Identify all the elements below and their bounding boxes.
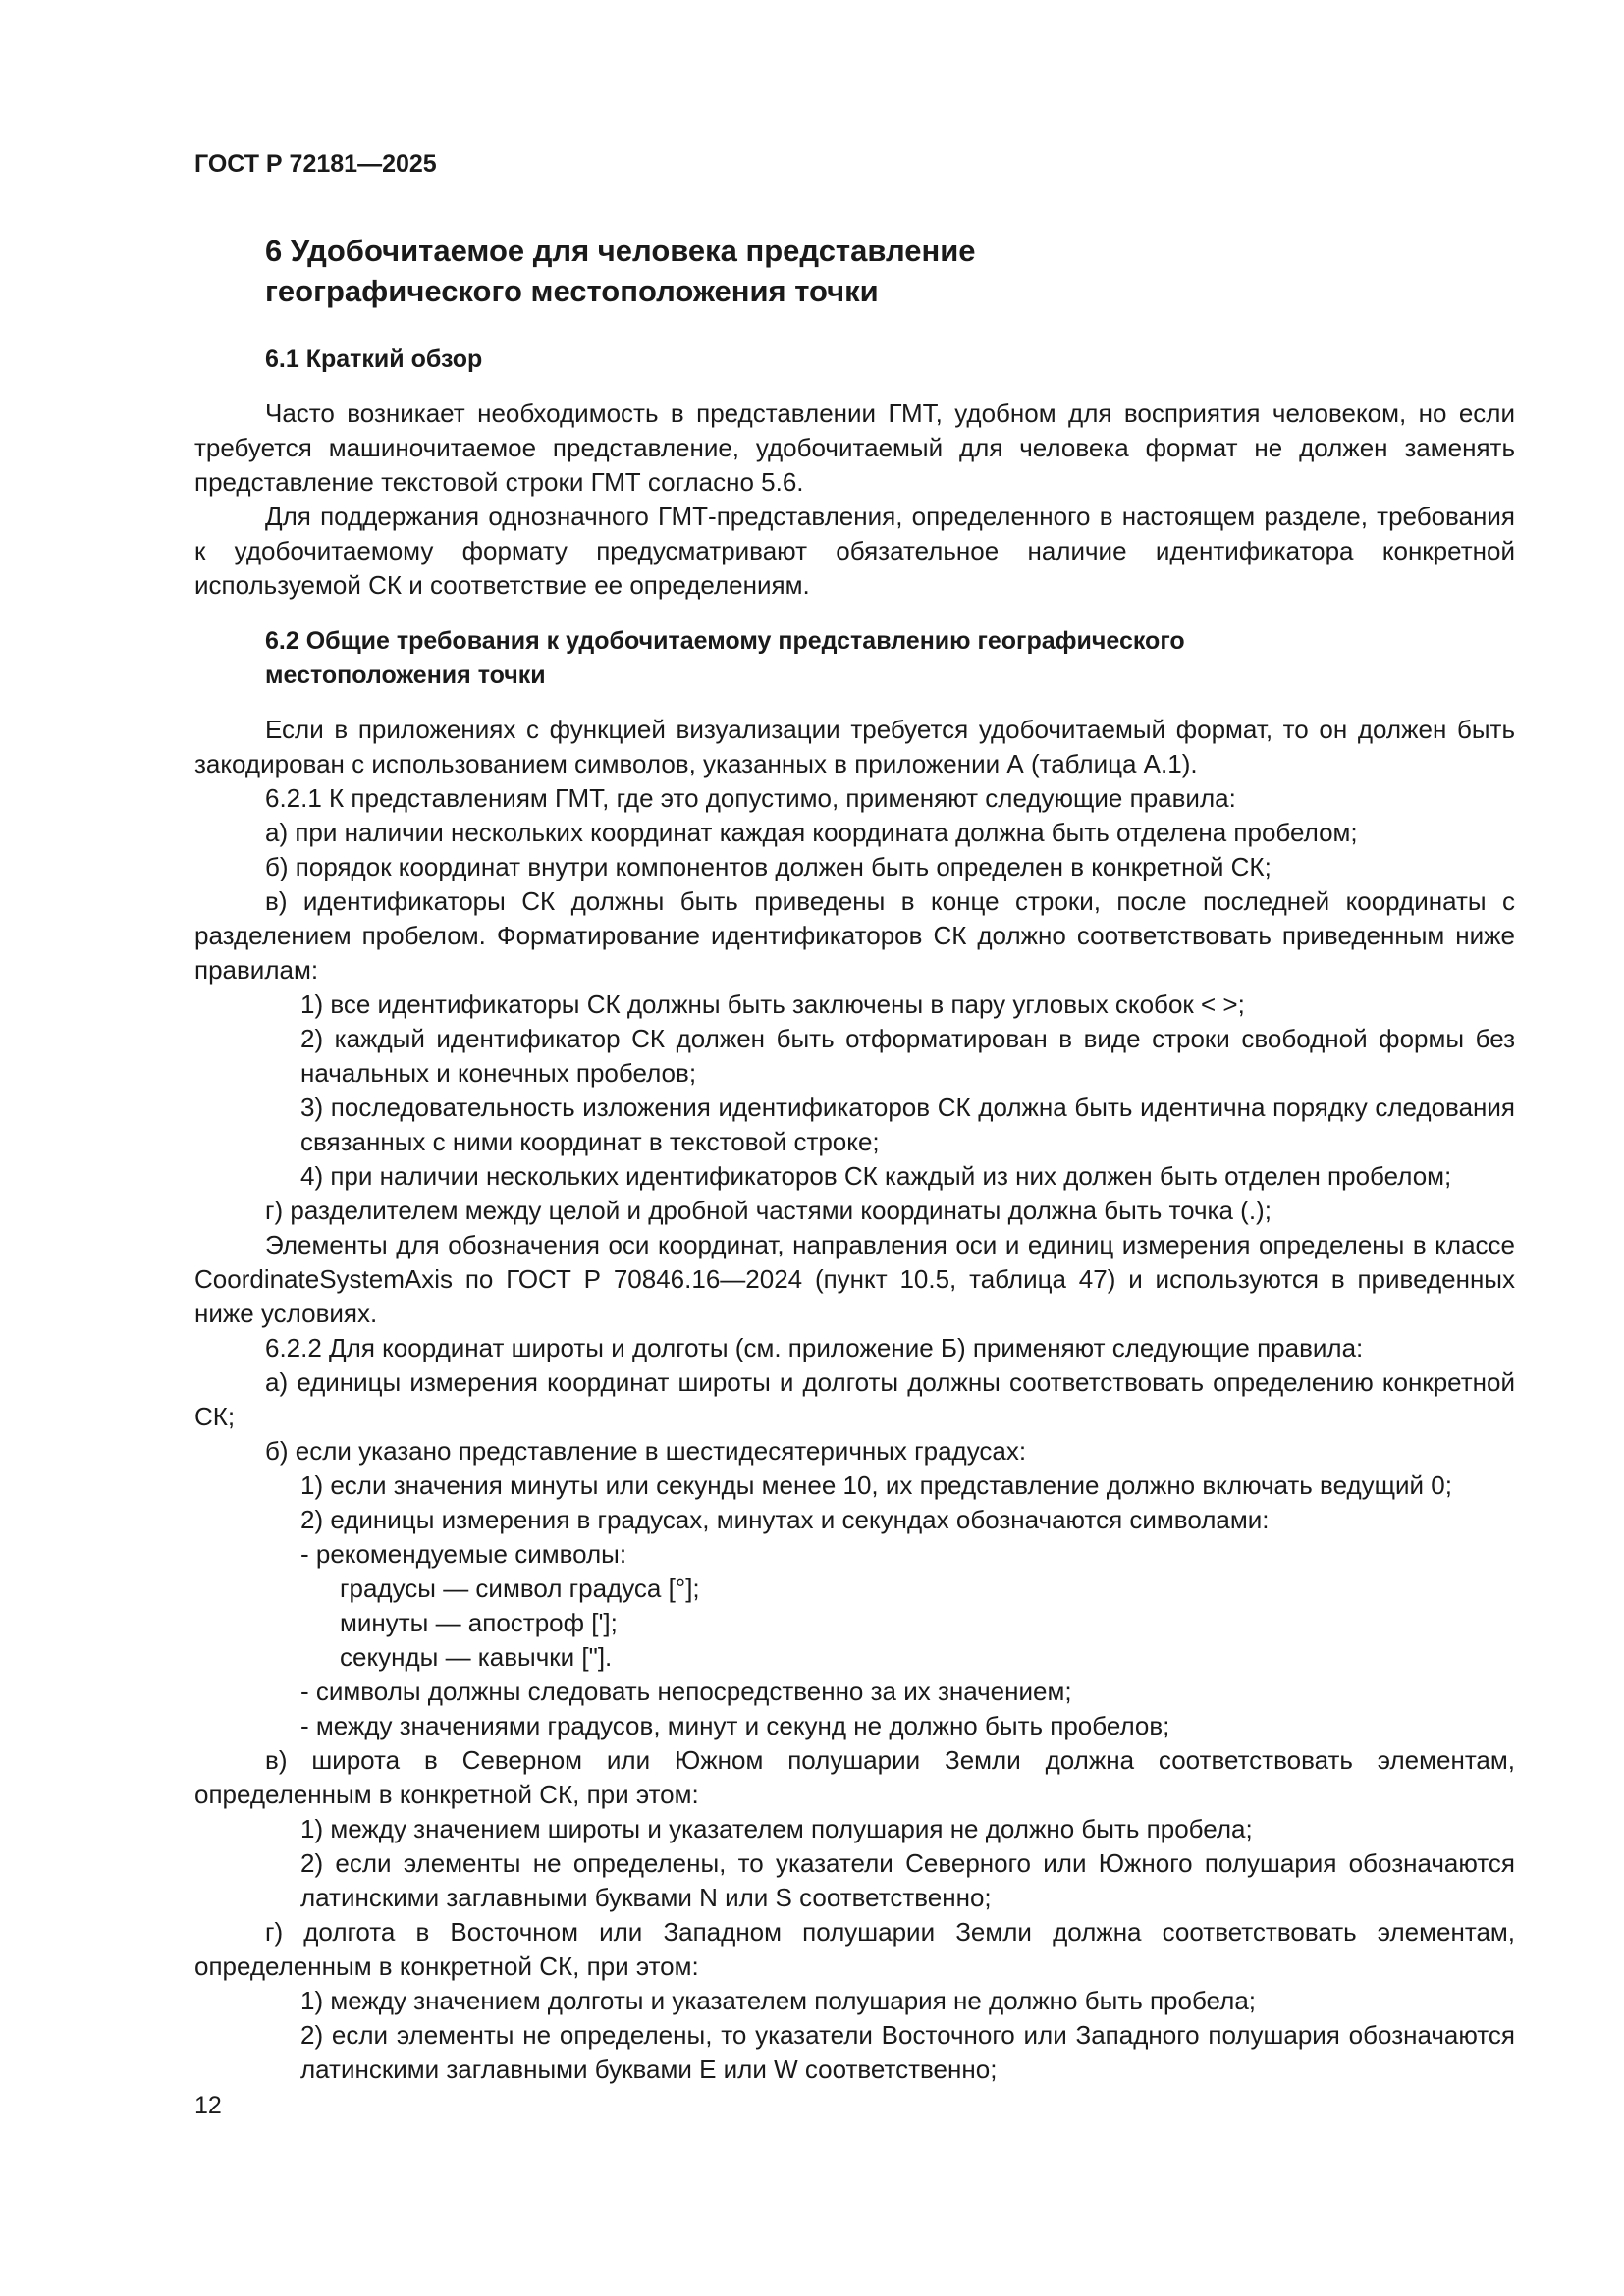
clause-6-2-2: 6.2.2 Для координат широты и долготы (см. приложение Б) применяют следующие правила: [265,1333,1364,1362]
section-6-2-title-line1: 6.2 Общие требования к удобочитаемому представлению географического [265,627,1185,655]
longitude-rule-g-item-2: 2) если элементы не определены, то указатели Восточного или Западного полушария обозначаются латинскими заглавными буквами Е или W соответственно; [300,2020,1515,2084]
section-6-title-line1: 6 Удобочитаемое для человека представление [265,234,976,268]
minutes-symbol: минуты — апостроф [']; [340,1608,618,1637]
section-6-2-title-line2: местоположения точки [265,662,546,689]
rule-v-item-3: 3) последовательность изложения идентификаторов СК должна быть идентична порядку следования связанных с ними координат в текстовой строке; [300,1093,1515,1156]
degrees-symbol: градусы — символ градуса [°]; [340,1574,700,1603]
latlon-rule-b-item-1: 1) если значения минуты или секунды менее 10, их представление должно включать ведущий 0; [300,1470,1452,1500]
seconds-symbol: секунды — кавычки ["]. [340,1642,613,1672]
rule-v-item-4: 4) при наличии нескольких идентификаторов СК каждый из них должен быть отделен пробелом; [300,1161,1452,1191]
rule-v-item-2: 2) каждый идентификатор СК должен быть отформатирован в виде строки свободной формы без начальных и конечных пробелов; [300,1024,1515,1088]
section-6-1-title: 6.1 Краткий обзор [265,346,483,373]
section-6-1-paragraph-1: Часто возникает необходимость в представлении ГМТ, удобном для восприятия человеком, но если требуется машиночитаемое представление, удобочитаемый для человека формат не должен заменять представление текстовой строки ГМТ согласно 5.6. [194,399,1515,497]
rule-v: в) идентификаторы СК должны быть приведены в конце строки, после последней координаты с разделением пробелом. Форматирование идентификаторов СК должно соответствовать приведенным ниже правилам: [194,886,1515,985]
page-number: 12 [194,2092,222,2119]
longitude-rule-g-item-1: 1) между значением долготы и указателем полушария не должно быть пробела; [300,1986,1257,2015]
longitude-rule-g: г) долгота в Восточном или Западном полушарии Земли должна соответствовать элементам, определенным в конкретной СК, при этом: [194,1917,1515,1981]
latlon-rule-b: б) если указано представление в шестидесятеричных градусах: [265,1436,1027,1466]
document-header: ГОСТ Р 72181—2025 [194,150,437,178]
symbols-follow-value: - символы должны следовать непосредственно за их значением; [300,1677,1072,1706]
document-page [194,147,1515,2087]
no-spaces-rule: - между значениями градусов, минут и секунд не должно быть пробелов; [300,1711,1170,1740]
latitude-rule-v-item-2: 2) если элементы не определены, то указатели Северного или Южного полушария обозначаются латинскими заглавными буквами N или S соответственно; [300,1848,1515,1912]
latlon-rule-b-item-2: 2) единицы измерения в градусах, минутах и секундах обозначаются символами: [300,1505,1270,1534]
section-6-title-line2: географического местоположения точки [265,274,879,308]
rule-g: г) разделителем между целой и дробной частями координаты должна быть точка (.); [265,1196,1272,1225]
latitude-rule-v-item-1: 1) между значением широты и указателем полушария не должно быть пробела; [300,1814,1253,1843]
clause-6-2-1: 6.2.1 К представлениям ГМТ, где это допустимо, применяют следующие правила: [265,783,1236,813]
elements-paragraph: Элементы для обозначения оси координат, направления оси и единиц измерения определены в классе CoordinateSystemAxis по ГОСТ Р 70846.16—2024 (пункт 10.5, таблица 47) и используются в приведенных ниже условиях. [194,1230,1515,1328]
latlon-rule-a: а) единицы измерения координат широты и долготы должны соответствовать определению конкретной СК; [194,1367,1515,1431]
section-6-1-paragraph-2: Для поддержания однозначного ГМТ-представления, определенного в настоящем разделе, требования к удобочитаемому формату предусматривают обязательное наличие идентификатора конкретной используемой СК и соответствие ее определениям. [194,502,1515,600]
rule-a: а) при наличии нескольких координат каждая координата должна быть отделена пробелом; [265,818,1358,847]
section-6-2-title [265,624,1515,693]
latitude-rule-v: в) широта в Северном или Южном полушарии Земли должна соответствовать элементам, определенным в конкретной СК, при этом: [194,1745,1515,1809]
rule-v-item-1: 1) все идентификаторы СК должны быть заключены в пару угловых скобок < >; [300,989,1245,1019]
section-6-title [265,231,1515,311]
rule-b: б) порядок координат внутри компонентов должен быть определен в конкретной СК; [265,852,1272,881]
section-6-2-intro: Если в приложениях с функцией визуализации требуется удобочитаемый формат, то он должен быть закодирован с использованием символов, указанных в приложении А (таблица А.1). [194,715,1515,778]
recommended-symbols: - рекомендуемые символы: [300,1539,627,1569]
